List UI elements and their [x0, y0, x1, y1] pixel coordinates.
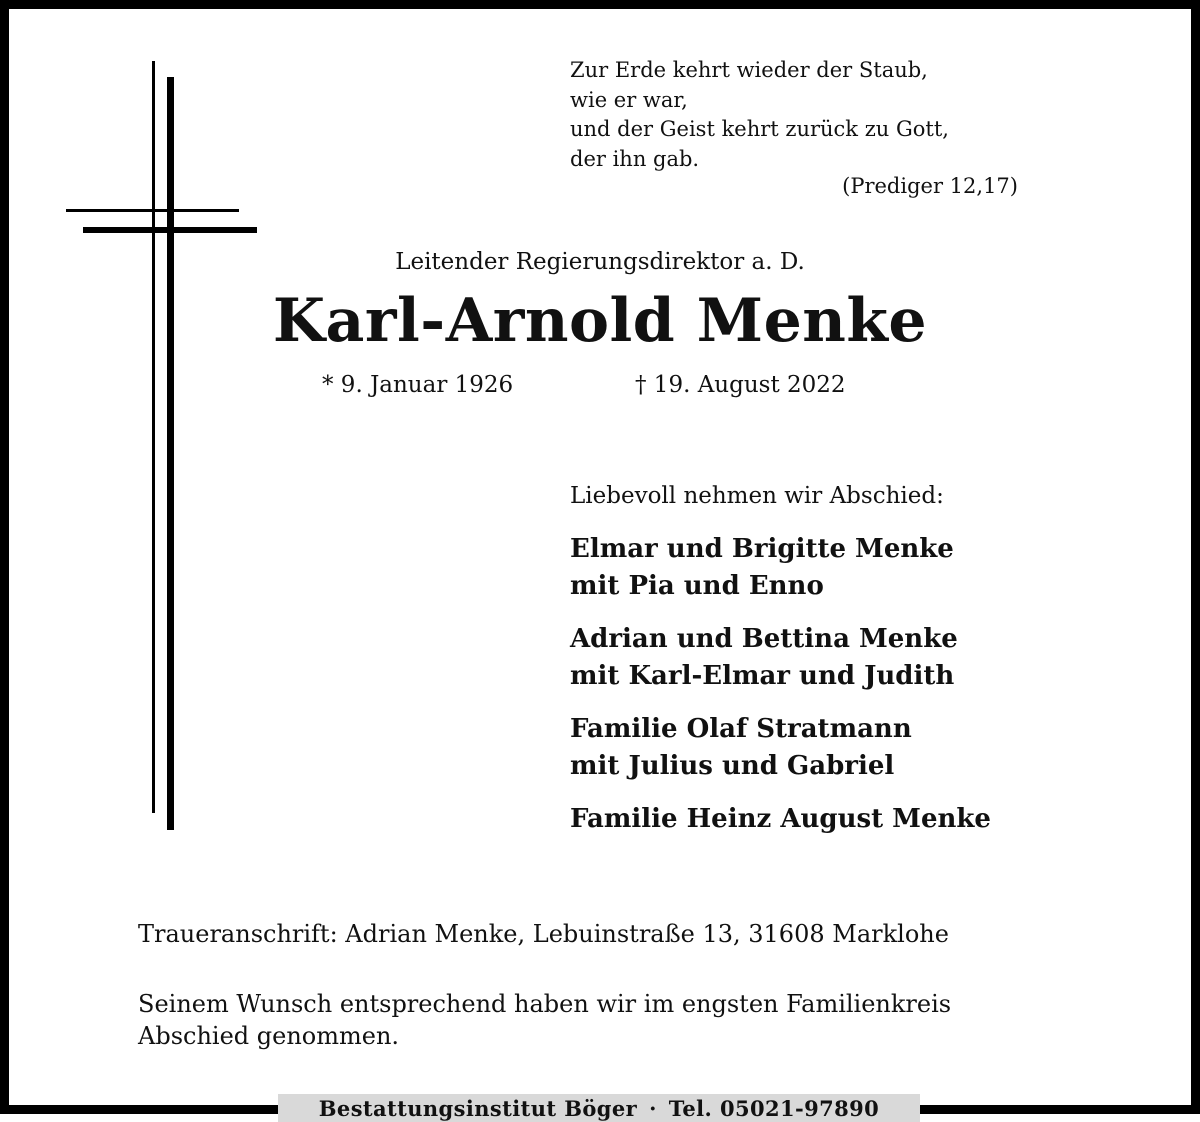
quote-line: Zur Erde kehrt wieder der Staub,: [570, 58, 928, 82]
mourner-line: Familie Olaf Stratmann: [570, 714, 912, 744]
deceased-title-text: Leitender Regierungsdirektor a. D.: [395, 249, 805, 275]
funeral-home-name: Bestattungsinstitut Böger: [318, 1095, 638, 1121]
quote-line: der ihn gab.: [570, 146, 700, 171]
mourner-group: [570, 621, 991, 695]
closing-line: Seinem Wunsch entsprechend haben wir im engsten Familienkreis: [138, 990, 952, 1018]
funeral-home-footer: [278, 1094, 920, 1122]
farewell-text: Liebevoll nehmen wir Abschied:: [570, 483, 944, 509]
mourner-line: Elmar und Brigitte Menke: [570, 534, 954, 564]
bible-quote: [570, 56, 1030, 198]
funeral-home-phone: Tel. 05021-97890: [668, 1095, 880, 1121]
mourner-group: [570, 711, 991, 785]
mourner-line: Familie Heinz August Menke: [570, 804, 991, 834]
mourner-line: Adrian und Bettina Menke: [570, 624, 958, 654]
closing-line: Abschied genommen.: [138, 1022, 400, 1050]
quote-line: wie er war,: [570, 87, 688, 112]
cross-horizontal-thick-bar: [83, 227, 257, 233]
mourner-line: mit Julius und Gabriel: [570, 751, 895, 781]
mourners-list: [570, 531, 991, 854]
quote-source: (Prediger 12,17): [842, 174, 1018, 198]
cross-vertical-thick-bar: [167, 77, 174, 830]
birth-date: * 9. Januar 1926: [322, 372, 514, 398]
mourner-group: [570, 531, 991, 605]
cross-vertical-thin-bar: [152, 61, 155, 813]
mourning-address: Traueranschrift: Adrian Menke, Lebuinstraße 13, 31608 Marklohe: [138, 920, 949, 948]
footer-separator: ·: [649, 1095, 657, 1121]
mourner-line: mit Karl-Elmar und Judith: [570, 661, 955, 691]
cross-horizontal-thin-bar: [66, 209, 239, 212]
mourner-group: [570, 801, 991, 838]
quote-line: und der Geist kehrt zurück zu Gott,: [570, 117, 949, 141]
mourner-line: mit Pia und Enno: [570, 571, 824, 601]
deceased-title: [0, 249, 1200, 275]
closing-statement: [138, 988, 1068, 1052]
deceased-name: Karl-Arnold Menke: [272, 286, 928, 356]
death-date: † 19. August 2022: [635, 372, 846, 398]
